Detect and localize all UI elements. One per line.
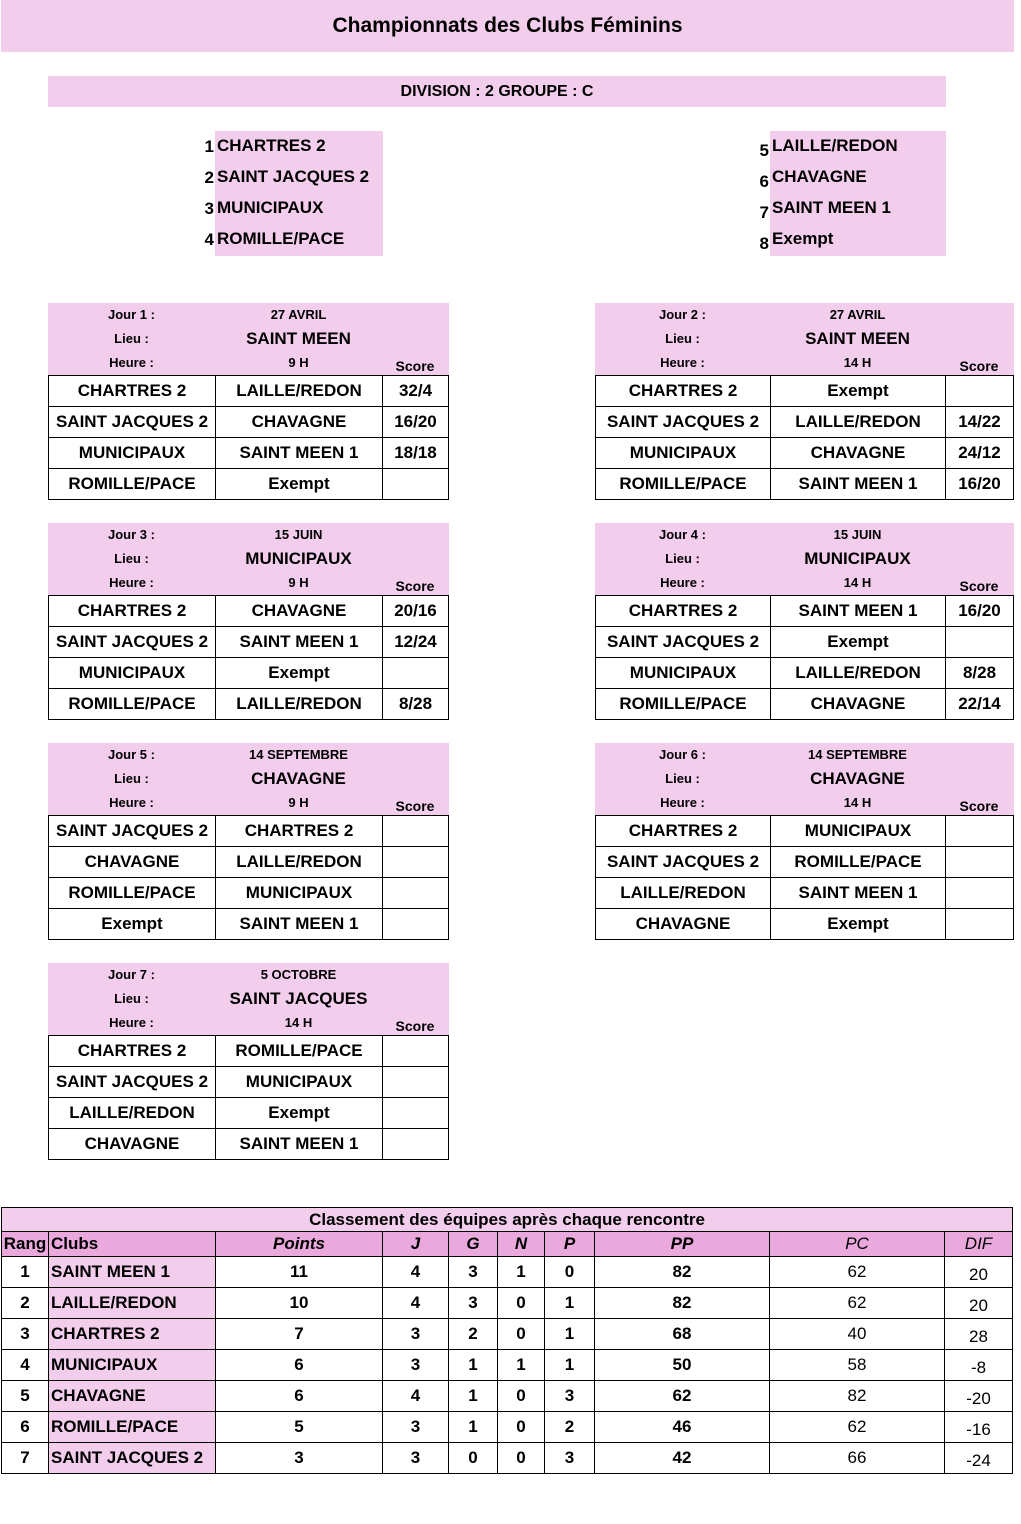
- game-score: 14/22: [946, 407, 1014, 438]
- header-points: Points: [216, 1232, 383, 1257]
- game-away-team: Exempt: [771, 909, 946, 940]
- ranking-row: [2, 1257, 1013, 1288]
- game-row: [49, 1129, 449, 1160]
- ranking-row: [2, 1319, 1013, 1350]
- ranking-rang: 5: [2, 1381, 49, 1412]
- game-score: [946, 627, 1014, 658]
- game-row: [49, 689, 449, 720]
- round-date: 15 JUIN: [274, 527, 323, 542]
- game-score: [383, 1129, 449, 1160]
- ranking-j: 4: [383, 1257, 449, 1288]
- ranking-pp: 82: [595, 1257, 770, 1288]
- ranking-dif: -20: [945, 1381, 1013, 1412]
- round-heure: 9 H: [288, 355, 309, 370]
- game-away-team: ROMILLE/PACE: [771, 847, 946, 878]
- ranking-g: 3: [449, 1288, 498, 1319]
- ranking-pc: 62: [770, 1412, 945, 1443]
- ranking-row: [2, 1288, 1013, 1319]
- ranking-row: [2, 1381, 1013, 1412]
- game-score: 16/20: [946, 596, 1014, 627]
- ranking-dif: -24: [945, 1443, 1013, 1474]
- game-score: [383, 658, 449, 689]
- game-away-team: SAINT MEEN 1: [771, 596, 946, 627]
- game-away-team: Exempt: [216, 469, 383, 500]
- round-heure: 14 H: [284, 1015, 313, 1030]
- game-away-team: LAILLE/REDON: [771, 658, 946, 689]
- ranking-pp: 42: [595, 1443, 770, 1474]
- game-row: [596, 469, 1014, 500]
- game-home-team: SAINT JACQUES 2: [596, 407, 771, 438]
- game-score: 16/20: [946, 469, 1014, 500]
- ranking-j: 4: [383, 1288, 449, 1319]
- ranking-title: Classement des équipes après chaque rencontre: [2, 1208, 1013, 1232]
- round-lieu: MUNICIPAUX: [245, 549, 352, 568]
- round-lieu-label: Lieu :: [665, 551, 700, 566]
- round-lieu: CHAVAGNE: [810, 769, 905, 788]
- team-name: LAILLE/REDON: [772, 135, 898, 155]
- round-lieu-label: Lieu :: [114, 551, 149, 566]
- ranking-g: 0: [449, 1443, 498, 1474]
- game-home-team: LAILLE/REDON: [49, 1098, 216, 1129]
- game-away-team: LAILLE/REDON: [771, 407, 946, 438]
- team-name: CHARTRES 2: [217, 135, 326, 155]
- ranking-pp: 82: [595, 1288, 770, 1319]
- round-score-label: Score: [959, 358, 999, 374]
- round-block: [48, 303, 449, 500]
- round-jour: Jour 6 :: [659, 747, 706, 762]
- round-date: 27 AVRIL: [829, 307, 886, 322]
- ranking-club: CHAVAGNE: [49, 1381, 216, 1412]
- games-table: [595, 375, 1014, 500]
- game-score: 8/28: [383, 689, 449, 720]
- ranking-club: LAILLE/REDON: [49, 1288, 216, 1319]
- round-block: [48, 523, 449, 720]
- game-away-team: CHAVAGNE: [216, 407, 383, 438]
- team-name: Exempt: [772, 228, 834, 248]
- game-away-team: CHAVAGNE: [771, 438, 946, 469]
- ranking-p: 1: [545, 1319, 595, 1350]
- ranking-dif: -16: [945, 1412, 1013, 1443]
- round-heure: 14 H: [843, 575, 872, 590]
- game-score: [946, 909, 1014, 940]
- game-row: [49, 1067, 449, 1098]
- game-home-team: LAILLE/REDON: [596, 878, 771, 909]
- game-row: [596, 909, 1014, 940]
- game-row: [49, 627, 449, 658]
- game-home-team: MUNICIPAUX: [49, 658, 216, 689]
- round-lieu-label: Lieu :: [114, 991, 149, 1006]
- game-score: [383, 847, 449, 878]
- ranking-n: 1: [498, 1350, 545, 1381]
- game-row: [49, 438, 449, 469]
- round-header: [595, 523, 1014, 595]
- round-block: [595, 743, 1014, 940]
- game-home-team: SAINT JACQUES 2: [49, 407, 216, 438]
- round-block: [48, 743, 449, 940]
- round-lieu: CHAVAGNE: [251, 769, 346, 788]
- game-home-team: ROMILLE/PACE: [49, 878, 216, 909]
- game-home-team: CHARTRES 2: [596, 376, 771, 407]
- round-jour: Jour 7 :: [108, 967, 155, 982]
- games-table: [48, 595, 449, 720]
- game-away-team: Exempt: [771, 376, 946, 407]
- team-number: 2: [204, 168, 214, 187]
- ranking-p: 0: [545, 1257, 595, 1288]
- game-row: [49, 658, 449, 689]
- game-away-team: SAINT MEEN 1: [216, 1129, 383, 1160]
- round-block: [48, 963, 449, 1160]
- game-away-team: CHAVAGNE: [771, 689, 946, 720]
- round-header: [595, 303, 1014, 375]
- round-heure-label: Heure :: [109, 575, 154, 590]
- round-jour: Jour 1 :: [108, 307, 155, 322]
- team-name: CHAVAGNE: [772, 166, 867, 186]
- round-jour: Jour 5 :: [108, 747, 155, 762]
- game-home-team: CHARTRES 2: [596, 816, 771, 847]
- game-row: [596, 658, 1014, 689]
- ranking-pp: 50: [595, 1350, 770, 1381]
- game-home-team: ROMILLE/PACE: [49, 689, 216, 720]
- round-header: [48, 303, 449, 375]
- game-away-team: LAILLE/REDON: [216, 847, 383, 878]
- game-score: 24/12: [946, 438, 1014, 469]
- team-number: 3: [204, 199, 214, 218]
- game-row: [49, 909, 449, 940]
- ranking-pc: 62: [770, 1288, 945, 1319]
- ranking-n: 0: [498, 1288, 545, 1319]
- game-score: 20/16: [383, 596, 449, 627]
- game-row: [49, 1036, 449, 1067]
- game-score: [946, 847, 1014, 878]
- ranking-p: 1: [545, 1288, 595, 1319]
- game-score: [383, 469, 449, 500]
- ranking-dif: -8: [945, 1350, 1013, 1381]
- game-home-team: CHARTRES 2: [49, 1036, 216, 1067]
- team-name: MUNICIPAUX: [217, 197, 324, 217]
- ranking-points: 7: [216, 1319, 383, 1350]
- game-row: [49, 878, 449, 909]
- round-score-label: Score: [959, 798, 999, 814]
- game-home-team: SAINT JACQUES 2: [596, 847, 771, 878]
- team-name: SAINT MEEN 1: [772, 197, 892, 217]
- ranking-club: CHARTRES 2: [49, 1319, 216, 1350]
- game-row: [596, 689, 1014, 720]
- game-score: 12/24: [383, 627, 449, 658]
- team-number: 5: [759, 141, 769, 160]
- ranking-g: 2: [449, 1319, 498, 1350]
- round-date: 14 SEPTEMBRE: [808, 747, 907, 762]
- game-home-team: CHARTRES 2: [596, 596, 771, 627]
- ranking-pc: 82: [770, 1381, 945, 1412]
- team-number: 6: [759, 172, 769, 191]
- game-score: 32/4: [383, 376, 449, 407]
- game-row: [49, 376, 449, 407]
- team-number: 4: [204, 230, 214, 249]
- game-home-team: CHAVAGNE: [49, 847, 216, 878]
- game-home-team: CHAVAGNE: [49, 1129, 216, 1160]
- game-row: [49, 1098, 449, 1129]
- game-score: 18/18: [383, 438, 449, 469]
- ranking-table: [1, 1207, 1013, 1474]
- game-away-team: ROMILLE/PACE: [216, 1036, 383, 1067]
- ranking-n: 1: [498, 1257, 545, 1288]
- round-heure-label: Heure :: [109, 1015, 154, 1030]
- game-home-team: SAINT JACQUES 2: [49, 627, 216, 658]
- games-table: [595, 815, 1014, 940]
- round-block: [595, 523, 1014, 720]
- game-home-team: MUNICIPAUX: [49, 438, 216, 469]
- game-away-team: Exempt: [771, 627, 946, 658]
- round-heure-label: Heure :: [109, 355, 154, 370]
- game-home-team: MUNICIPAUX: [596, 438, 771, 469]
- round-lieu: MUNICIPAUX: [804, 549, 911, 568]
- game-away-team: CHARTRES 2: [216, 816, 383, 847]
- round-heure: 14 H: [843, 795, 872, 810]
- game-row: [596, 878, 1014, 909]
- game-away-team: SAINT MEEN 1: [216, 438, 383, 469]
- ranking-n: 0: [498, 1412, 545, 1443]
- team-number: 1: [204, 137, 214, 156]
- header-pp: PP: [595, 1232, 770, 1257]
- ranking-n: 0: [498, 1319, 545, 1350]
- game-score: [383, 878, 449, 909]
- game-score: [383, 816, 449, 847]
- game-score: 16/20: [383, 407, 449, 438]
- header-p: P: [545, 1232, 595, 1257]
- round-score-label: Score: [395, 358, 435, 374]
- ranking-p: 3: [545, 1443, 595, 1474]
- game-away-team: CHAVAGNE: [216, 596, 383, 627]
- game-away-team: LAILLE/REDON: [216, 376, 383, 407]
- round-score-label: Score: [395, 578, 435, 594]
- game-home-team: SAINT JACQUES 2: [49, 1067, 216, 1098]
- team-number: 7: [759, 203, 769, 222]
- game-home-team: MUNICIPAUX: [596, 658, 771, 689]
- game-away-team: SAINT MEEN 1: [771, 469, 946, 500]
- ranking-points: 10: [216, 1288, 383, 1319]
- round-date: 27 AVRIL: [270, 307, 327, 322]
- game-home-team: SAINT JACQUES 2: [49, 816, 216, 847]
- team-name: ROMILLE/PACE: [217, 228, 345, 248]
- ranking-n: 0: [498, 1443, 545, 1474]
- ranking-pc: 40: [770, 1319, 945, 1350]
- header-n: N: [498, 1232, 545, 1257]
- round-jour: Jour 2 :: [659, 307, 706, 322]
- round-heure: 9 H: [288, 575, 309, 590]
- header-j: J: [383, 1232, 449, 1257]
- round-date: 14 SEPTEMBRE: [249, 747, 348, 762]
- round-header: [48, 963, 449, 1035]
- game-row: [49, 847, 449, 878]
- game-score: [383, 1036, 449, 1067]
- ranking-points: 11: [216, 1257, 383, 1288]
- ranking-j: 3: [383, 1319, 449, 1350]
- ranking-j: 4: [383, 1381, 449, 1412]
- game-home-team: ROMILLE/PACE: [596, 469, 771, 500]
- ranking-p: 2: [545, 1412, 595, 1443]
- round-lieu-label: Lieu :: [114, 771, 149, 786]
- game-away-team: MUNICIPAUX: [216, 878, 383, 909]
- round-heure: 9 H: [288, 795, 309, 810]
- games-table: [48, 815, 449, 940]
- round-jour: Jour 3 :: [108, 527, 155, 542]
- round-header: [48, 743, 449, 815]
- game-score: 22/14: [946, 689, 1014, 720]
- game-away-team: MUNICIPAUX: [216, 1067, 383, 1098]
- games-table: [595, 595, 1014, 720]
- round-heure: 14 H: [843, 355, 872, 370]
- team-name: SAINT JACQUES 2: [217, 166, 370, 186]
- round-heure-label: Heure :: [660, 575, 705, 590]
- header-clubs: Clubs: [49, 1232, 216, 1257]
- game-row: [49, 407, 449, 438]
- ranking-g: 3: [449, 1257, 498, 1288]
- ranking-rang: 2: [2, 1288, 49, 1319]
- team-number: 8: [759, 234, 769, 253]
- header-dif: DIF: [945, 1232, 1013, 1257]
- ranking-rang: 7: [2, 1443, 49, 1474]
- ranking-points: 6: [216, 1381, 383, 1412]
- ranking-club: SAINT JACQUES 2: [49, 1443, 216, 1474]
- ranking-points: 6: [216, 1350, 383, 1381]
- game-home-team: ROMILLE/PACE: [49, 469, 216, 500]
- game-home-team: CHAVAGNE: [596, 909, 771, 940]
- ranking-pp: 62: [595, 1381, 770, 1412]
- ranking-row: [2, 1443, 1013, 1474]
- ranking-club: SAINT MEEN 1: [49, 1257, 216, 1288]
- game-away-team: SAINT MEEN 1: [216, 909, 383, 940]
- game-score: [383, 909, 449, 940]
- ranking-points: 5: [216, 1412, 383, 1443]
- game-row: [49, 469, 449, 500]
- round-lieu: SAINT MEEN: [246, 329, 351, 348]
- round-heure-label: Heure :: [109, 795, 154, 810]
- game-away-team: Exempt: [216, 1098, 383, 1129]
- game-away-team: Exempt: [216, 658, 383, 689]
- game-row: [49, 816, 449, 847]
- game-row: [596, 816, 1014, 847]
- game-row: [596, 596, 1014, 627]
- round-jour: Jour 4 :: [659, 527, 706, 542]
- round-score-label: Score: [959, 578, 999, 594]
- games-table: [48, 375, 449, 500]
- ranking-rang: 4: [2, 1350, 49, 1381]
- ranking-header-row: [2, 1232, 1013, 1257]
- game-row: [596, 438, 1014, 469]
- game-away-team: SAINT MEEN 1: [216, 627, 383, 658]
- ranking-g: 1: [449, 1350, 498, 1381]
- round-date: 5 OCTOBRE: [260, 967, 337, 982]
- ranking-pc: 58: [770, 1350, 945, 1381]
- round-heure-label: Heure :: [660, 355, 705, 370]
- game-home-team: CHARTRES 2: [49, 596, 216, 627]
- game-row: [49, 596, 449, 627]
- ranking-dif: 20: [945, 1257, 1013, 1288]
- round-header: [595, 743, 1014, 815]
- round-lieu-label: Lieu :: [114, 331, 149, 346]
- game-home-team: SAINT JACQUES 2: [596, 627, 771, 658]
- game-score: [946, 878, 1014, 909]
- game-away-team: LAILLE/REDON: [216, 689, 383, 720]
- header-rang: Rang: [2, 1232, 49, 1257]
- ranking-g: 1: [449, 1381, 498, 1412]
- ranking-p: 1: [545, 1350, 595, 1381]
- round-lieu: SAINT MEEN: [805, 329, 910, 348]
- game-score: [946, 376, 1014, 407]
- division-banner: DIVISION : 2 GROUPE : C: [48, 76, 946, 107]
- ranking-pc: 66: [770, 1443, 945, 1474]
- game-row: [596, 627, 1014, 658]
- ranking-dif: 20: [945, 1288, 1013, 1319]
- game-home-team: Exempt: [49, 909, 216, 940]
- ranking-rang: 6: [2, 1412, 49, 1443]
- round-lieu-label: Lieu :: [665, 771, 700, 786]
- header-g: G: [449, 1232, 498, 1257]
- header-pc: PC: [770, 1232, 945, 1257]
- round-date: 15 JUIN: [833, 527, 882, 542]
- round-lieu-label: Lieu :: [665, 331, 700, 346]
- ranking-row: [2, 1350, 1013, 1381]
- game-away-team: MUNICIPAUX: [771, 816, 946, 847]
- ranking-points: 3: [216, 1443, 383, 1474]
- ranking-pp: 68: [595, 1319, 770, 1350]
- ranking-row: [2, 1412, 1013, 1443]
- game-row: [596, 376, 1014, 407]
- ranking-j: 3: [383, 1350, 449, 1381]
- ranking-pp: 46: [595, 1412, 770, 1443]
- ranking-j: 3: [383, 1412, 449, 1443]
- ranking-rang: 3: [2, 1319, 49, 1350]
- game-score: [383, 1098, 449, 1129]
- ranking-club: MUNICIPAUX: [49, 1350, 216, 1381]
- game-score: [383, 1067, 449, 1098]
- game-row: [596, 407, 1014, 438]
- round-score-label: Score: [395, 798, 435, 814]
- game-home-team: ROMILLE/PACE: [596, 689, 771, 720]
- game-away-team: SAINT MEEN 1: [771, 878, 946, 909]
- round-score-label: Score: [395, 1018, 435, 1034]
- page-title: Championnats des Clubs Féminins: [1, 0, 1014, 52]
- game-row: [596, 847, 1014, 878]
- round-lieu: SAINT JACQUES: [229, 989, 368, 1008]
- game-score: 8/28: [946, 658, 1014, 689]
- ranking-rang: 1: [2, 1257, 49, 1288]
- ranking-g: 1: [449, 1412, 498, 1443]
- games-table: [48, 1035, 449, 1160]
- ranking-n: 0: [498, 1381, 545, 1412]
- ranking-dif: 28: [945, 1319, 1013, 1350]
- round-heure-label: Heure :: [660, 795, 705, 810]
- ranking-p: 3: [545, 1381, 595, 1412]
- game-score: [946, 816, 1014, 847]
- game-home-team: CHARTRES 2: [49, 376, 216, 407]
- ranking-pc: 62: [770, 1257, 945, 1288]
- ranking-club: ROMILLE/PACE: [49, 1412, 216, 1443]
- ranking-j: 3: [383, 1443, 449, 1474]
- round-header: [48, 523, 449, 595]
- round-block: [595, 303, 1014, 500]
